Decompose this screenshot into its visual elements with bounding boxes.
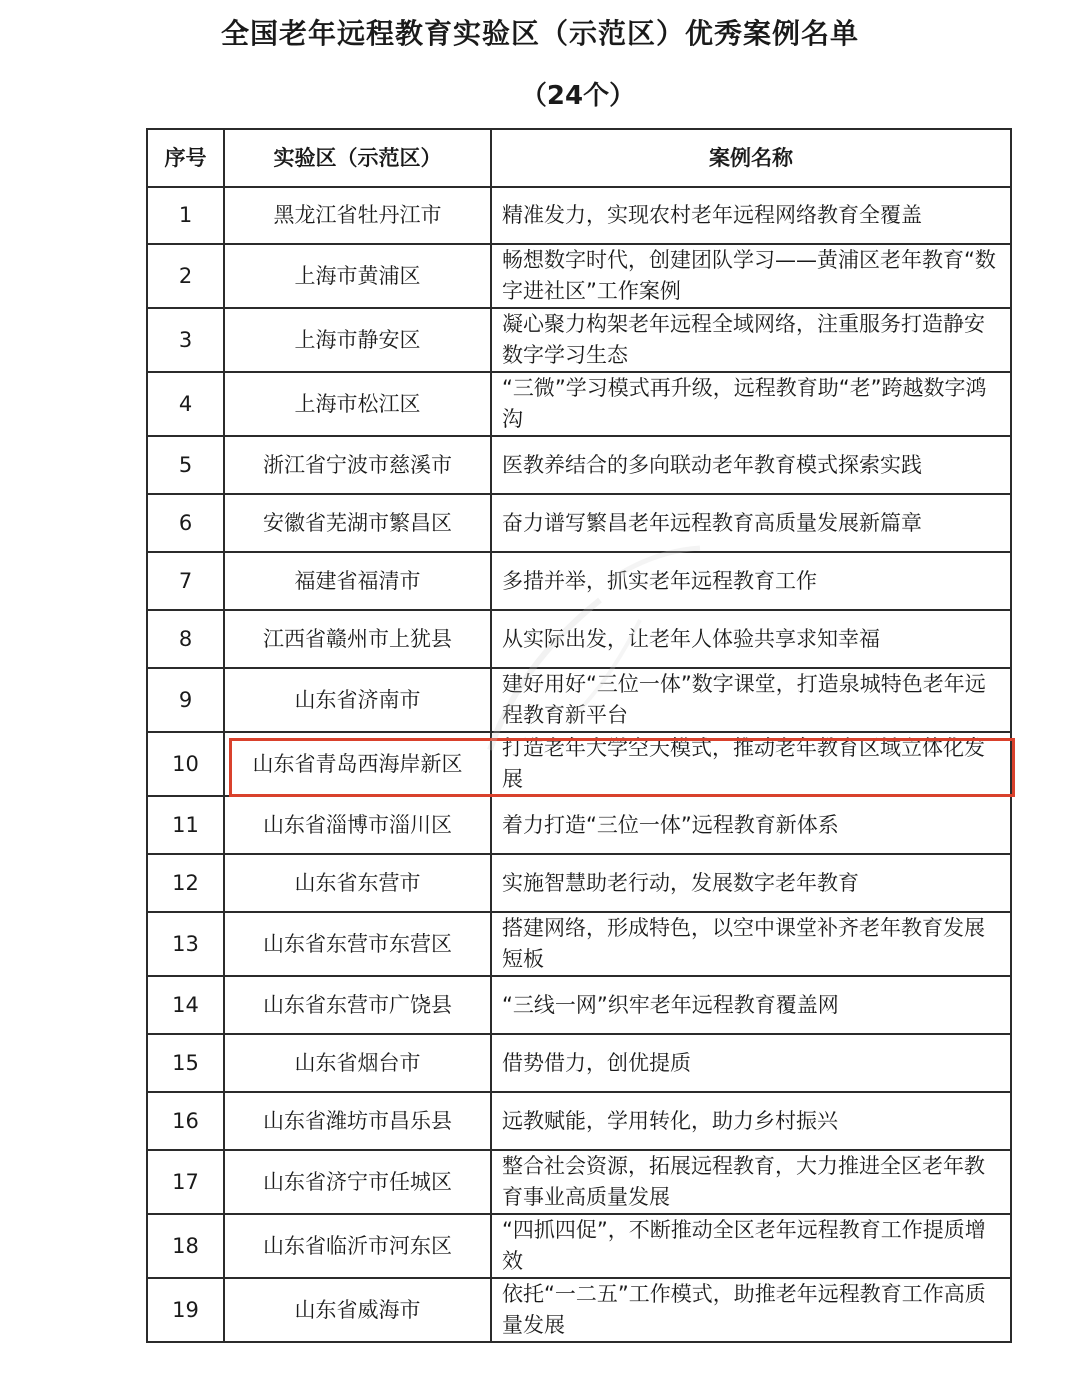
table-row — [147, 372, 1011, 436]
row-case-name: “四抓四促”，不断推动全区老年远程教育工作提质增效 — [491, 1214, 1011, 1278]
row-zone: 上海市松江区 — [224, 372, 491, 436]
row-number: 15 — [147, 1034, 224, 1092]
row-case-name: 远教赋能，学用转化，助力乡村振兴 — [491, 1092, 1011, 1150]
table-row — [147, 1214, 1011, 1278]
row-zone: 山东省东营市广饶县 — [224, 976, 491, 1034]
row-number: 8 — [147, 610, 224, 668]
row-zone: 山东省烟台市 — [224, 1034, 491, 1092]
row-number: 16 — [147, 1092, 224, 1150]
row-zone: 山东省青岛西海岸新区 — [224, 732, 491, 796]
row-number: 12 — [147, 854, 224, 912]
table-row — [147, 187, 1011, 244]
row-case-name: 借势借力，创优提质 — [491, 1034, 1011, 1092]
row-number: 1 — [147, 187, 224, 244]
row-zone: 浙江省宁波市慈溪市 — [224, 436, 491, 494]
table-header-row — [147, 129, 1011, 187]
row-case-name: 精准发力，实现农村老年远程网络教育全覆盖 — [491, 187, 1011, 244]
row-zone: 上海市黄浦区 — [224, 244, 491, 308]
row-case-name: 凝心聚力构架老年远程全域网络，注重服务打造静安数字学习生态 — [491, 308, 1011, 372]
row-number: 9 — [147, 668, 224, 732]
row-case-name: 整合社会资源，拓展远程教育，大力推进全区老年教育事业高质量发展 — [491, 1150, 1011, 1214]
row-case-name: 多措并举，抓实老年远程教育工作 — [491, 552, 1011, 610]
table-row — [147, 1034, 1011, 1092]
row-zone: 山东省淄博市淄川区 — [224, 796, 491, 854]
row-number: 6 — [147, 494, 224, 552]
row-number: 19 — [147, 1278, 224, 1342]
row-number: 10 — [147, 732, 224, 796]
row-zone: 江西省赣州市上犹县 — [224, 610, 491, 668]
case-list-table — [146, 128, 1012, 1343]
row-case-name: “三微”学习模式再升级，远程教育助“老”跨越数字鸿沟 — [491, 372, 1011, 436]
row-case-name: 奋力谱写繁昌老年远程教育高质量发展新篇章 — [491, 494, 1011, 552]
row-zone: 山东省潍坊市昌乐县 — [224, 1092, 491, 1150]
row-number: 13 — [147, 912, 224, 976]
table-row — [147, 976, 1011, 1034]
row-zone: 上海市静安区 — [224, 308, 491, 372]
column-header-case: 案例名称 — [491, 129, 1011, 187]
table-row — [147, 668, 1011, 732]
row-zone: 山东省济宁市任城区 — [224, 1150, 491, 1214]
row-case-name: 实施智慧助老行动，发展数字老年教育 — [491, 854, 1011, 912]
row-case-name: 搭建网络，形成特色，以空中课堂补齐老年教育发展短板 — [491, 912, 1011, 976]
row-zone: 山东省临沂市河东区 — [224, 1214, 491, 1278]
table-row — [147, 494, 1011, 552]
row-zone: 山东省威海市 — [224, 1278, 491, 1342]
table-row — [147, 854, 1011, 912]
document-title: 全国老年远程教育实验区（示范区）优秀案例名单 — [220, 17, 859, 50]
row-number: 17 — [147, 1150, 224, 1214]
row-zone: 福建省福清市 — [224, 552, 491, 610]
row-case-name: 着力打造“三位一体”远程教育新体系 — [491, 796, 1011, 854]
table-row — [147, 732, 1011, 796]
row-case-name: 依托“一二五”工作模式，助推老年远程教育工作高质量发展 — [491, 1278, 1011, 1342]
row-number: 3 — [147, 308, 224, 372]
row-case-name: 打造老年大学空天模式，推动老年教育区域立体化发展 — [491, 732, 1011, 796]
table-row — [147, 610, 1011, 668]
table-row — [147, 308, 1011, 372]
table-row — [147, 244, 1011, 308]
column-header-zone: 实验区（示范区） — [224, 129, 491, 187]
row-number: 4 — [147, 372, 224, 436]
row-zone: 黑龙江省牡丹江市 — [224, 187, 491, 244]
table-body — [147, 187, 1011, 1342]
table-row — [147, 436, 1011, 494]
row-zone: 安徽省芜湖市繁昌区 — [224, 494, 491, 552]
table-row — [147, 1278, 1011, 1342]
row-zone: 山东省东营市 — [224, 854, 491, 912]
document-subtitle: （24个） — [520, 81, 636, 111]
row-case-name: 从实际出发，让老年人体验共享求知幸福 — [491, 610, 1011, 668]
row-number: 11 — [147, 796, 224, 854]
row-zone: 山东省东营市东营区 — [224, 912, 491, 976]
table-row — [147, 796, 1011, 854]
table-row — [147, 912, 1011, 976]
row-number: 5 — [147, 436, 224, 494]
table-row — [147, 552, 1011, 610]
row-case-name: 建好用好“三位一体”数字课堂，打造泉城特色老年远程教育新平台 — [491, 668, 1011, 732]
row-number: 14 — [147, 976, 224, 1034]
row-case-name: “三线一网”织牢老年远程教育覆盖网 — [491, 976, 1011, 1034]
row-zone: 山东省济南市 — [224, 668, 491, 732]
table-row — [147, 1092, 1011, 1150]
table-row — [147, 1150, 1011, 1214]
row-number: 2 — [147, 244, 224, 308]
row-number: 7 — [147, 552, 224, 610]
row-case-name: 畅想数字时代，创建团队学习——黄浦区老年教育“数字进社区”工作案例 — [491, 244, 1011, 308]
row-case-name: 医教养结合的多向联动老年教育模式探索实践 — [491, 436, 1011, 494]
column-header-number: 序号 — [147, 129, 224, 187]
row-number: 18 — [147, 1214, 224, 1278]
